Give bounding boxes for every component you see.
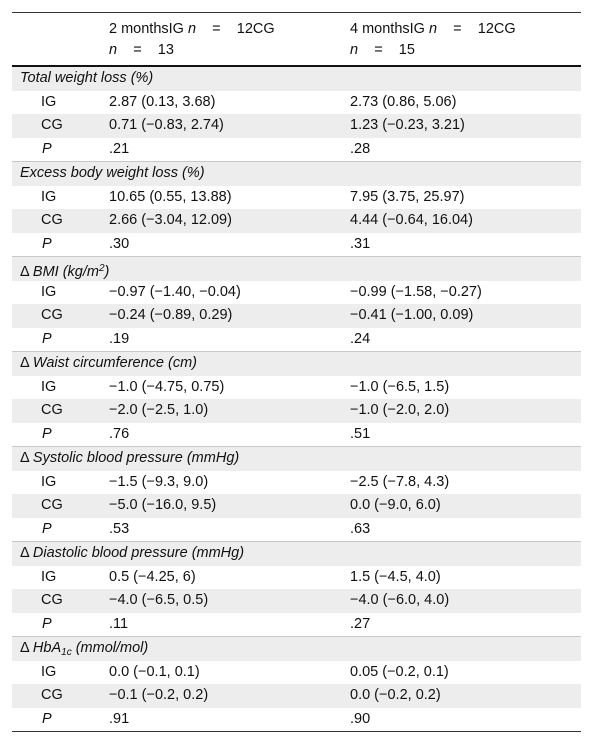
row-label: CG: [41, 497, 63, 513]
section-title-prefix: Δ: [20, 640, 33, 656]
cell-2-months: .30: [109, 235, 130, 252]
table-row: [12, 518, 581, 542]
row-label: CG: [41, 307, 63, 323]
table-row: [12, 281, 581, 305]
row-label: CG: [41, 687, 63, 703]
section-title: [12, 351, 581, 376]
row-label: P: [42, 425, 52, 442]
cell-2-months: −1.0 (−4.75, 0.75): [109, 378, 225, 395]
results-table: [12, 12, 581, 732]
table-row: [12, 233, 581, 257]
header-2-months-label: 2 monthsIG: [109, 21, 188, 37]
table-row: [12, 613, 581, 637]
cell-2-months: .53: [109, 520, 130, 537]
cell-2-months: −1.5 (−9.3, 9.0): [109, 473, 209, 490]
cell-4-months: −1.0 (−6.5, 1.5): [350, 378, 450, 395]
table-row: [12, 708, 581, 732]
section-title-sub: 1c: [61, 647, 72, 658]
section-title: [12, 161, 581, 186]
cell-4-months: −0.99 (−1.58, −0.27): [350, 283, 482, 300]
section-title-prefix: Δ: [20, 545, 33, 561]
cell-2-months: −0.24 (−0.89, 0.29): [109, 307, 233, 323]
cell-2-months: −0.97 (−1.40, −0.04): [109, 283, 241, 300]
section-title-sup: 2: [98, 263, 105, 274]
header-n-symbol: n: [187, 21, 197, 37]
table-row: [12, 399, 581, 423]
section-title: [12, 67, 581, 91]
row-label: CG: [41, 402, 63, 418]
row-label: P: [42, 710, 52, 727]
table-row: [12, 114, 581, 138]
table-row: [12, 589, 581, 613]
row-label: CG: [41, 117, 63, 133]
section-title-title: Diastolic blood pressure (mmHg): [32, 545, 245, 561]
table-row: [12, 684, 581, 708]
cell-4-months: 7.95 (3.75, 25.97): [350, 188, 465, 205]
cell-2-months: .19: [109, 330, 130, 347]
header-4-months-label: 4 monthsIG: [350, 21, 429, 37]
cell-4-months: .28: [350, 140, 371, 157]
section-title: [12, 446, 581, 471]
row-label: IG: [41, 473, 57, 490]
table-row: [12, 186, 581, 210]
cell-2-months: 0.0 (−0.1, 0.1): [109, 663, 200, 680]
cell-4-months: 0.0 (−0.2, 0.2): [350, 687, 441, 703]
cell-4-months: .51: [350, 425, 371, 442]
table-row: [12, 376, 581, 400]
cell-4-months: 1.23 (−0.23, 3.21): [350, 117, 465, 133]
header-n-symbol: n: [109, 42, 118, 58]
header-n-symbol: n: [350, 42, 359, 58]
row-label: IG: [41, 663, 57, 680]
cell-2-months: 0.71 (−0.83, 2.74): [109, 117, 224, 133]
row-label: CG: [41, 592, 63, 608]
cell-4-months: .90: [350, 710, 371, 727]
header-count: = 12CG: [437, 21, 516, 37]
row-label: CG: [41, 212, 63, 228]
cell-2-months: .91: [109, 710, 130, 727]
table-header: [12, 13, 581, 67]
row-label: P: [42, 520, 52, 537]
cell-4-months: .63: [350, 520, 371, 537]
row-label: P: [42, 330, 52, 347]
row-label: IG: [41, 93, 57, 110]
table-row: [12, 304, 581, 328]
section-title: [12, 256, 581, 281]
cell-4-months: 2.73 (0.86, 5.06): [350, 93, 457, 110]
table-row: [12, 91, 581, 115]
table-row: [12, 423, 581, 447]
cell-2-months: −2.0 (−2.5, 1.0): [109, 402, 209, 418]
cell-4-months: −4.0 (−6.0, 4.0): [350, 592, 450, 608]
header-count: = 15: [358, 42, 415, 58]
table-row: [12, 661, 581, 685]
cell-2-months: .11: [109, 615, 129, 632]
cell-2-months: 2.87 (0.13, 3.68): [109, 93, 216, 110]
cell-2-months: 10.65 (0.55, 13.88): [109, 188, 232, 205]
header-4-months: [350, 19, 516, 61]
section-title-prefix: Δ: [20, 264, 33, 280]
row-label: IG: [41, 568, 57, 585]
cell-4-months: 1.5 (−4.5, 4.0): [350, 568, 441, 585]
cell-4-months: 0.05 (−0.2, 0.1): [350, 663, 449, 680]
cell-2-months: .21: [109, 140, 130, 157]
row-label: IG: [41, 188, 57, 205]
section-title-suffix: ): [104, 264, 110, 280]
section-title-title: Systolic blood pressure (mmHg): [32, 450, 240, 466]
cell-4-months: .31: [350, 235, 371, 252]
cell-2-months: −5.0 (−16.0, 9.5): [109, 497, 217, 513]
section-title-title: BMI (kg/m: [32, 264, 99, 280]
section-title-suffix: (mmol/mol): [71, 640, 149, 656]
section-title-title: Excess body weight loss (%): [20, 165, 205, 181]
section-title: [12, 541, 581, 566]
row-label: IG: [41, 283, 57, 300]
header-n-symbol: n: [428, 21, 438, 37]
cell-4-months: −2.5 (−7.8, 4.3): [350, 473, 450, 490]
header-count: = 12CG: [196, 21, 275, 37]
section-title-prefix: Δ: [20, 450, 33, 466]
header-2-months: [109, 19, 275, 61]
cell-4-months: 4.44 (−0.64, 16.04): [350, 212, 473, 228]
cell-4-months: 0.0 (−9.0, 6.0): [350, 497, 441, 513]
cell-4-months: .27: [350, 615, 371, 632]
cell-4-months: −0.41 (−1.00, 0.09): [350, 307, 474, 323]
cell-4-months: −1.0 (−2.0, 2.0): [350, 402, 450, 418]
table-row: [12, 328, 581, 352]
cell-2-months: −0.1 (−0.2, 0.2): [109, 687, 209, 703]
cell-2-months: 2.66 (−3.04, 12.09): [109, 212, 232, 228]
cell-2-months: .76: [109, 425, 130, 442]
cell-2-months: −4.0 (−6.5, 0.5): [109, 592, 209, 608]
table-row: [12, 471, 581, 495]
table-row: [12, 138, 581, 162]
row-label: P: [42, 615, 52, 632]
cell-4-months: .24: [350, 330, 371, 347]
table-row: [12, 566, 581, 590]
row-label: P: [42, 235, 52, 252]
cell-2-months: 0.5 (−4.25, 6): [109, 568, 196, 585]
row-label: IG: [41, 378, 57, 395]
header-count: = 13: [117, 42, 174, 58]
row-label: P: [42, 140, 52, 157]
section-title-prefix: Δ: [20, 355, 33, 371]
table-row: [12, 209, 581, 233]
table-body: [12, 67, 581, 731]
section-title-title: Total weight loss (%): [20, 70, 154, 86]
section-title: [12, 636, 581, 661]
table-row: [12, 494, 581, 518]
section-title-title: Waist circumference (cm): [32, 355, 198, 371]
section-title-title: HbA: [32, 640, 62, 656]
